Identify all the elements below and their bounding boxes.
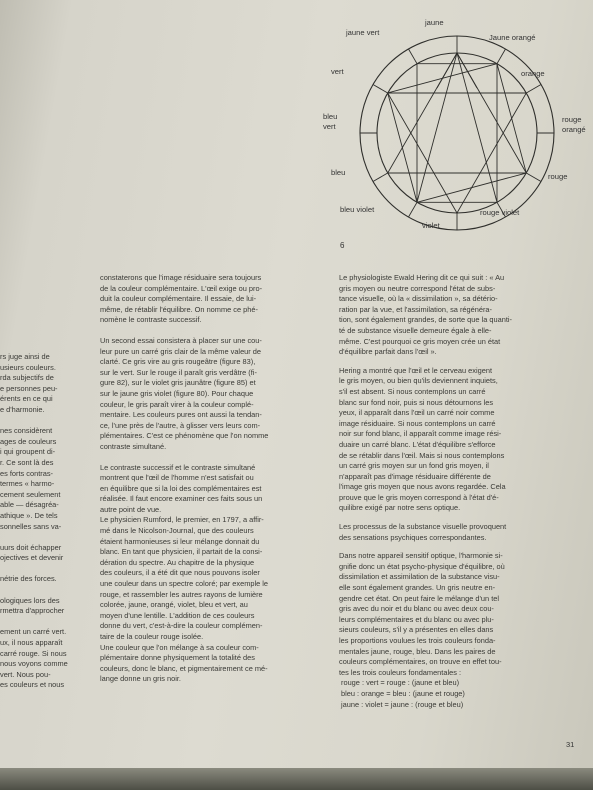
text-line: Une couleur que l'on mélange à sa couleur com- [100,642,259,652]
wheel-label-bleu-vert: bleu vert [323,112,338,131]
primary-triangle [388,53,527,173]
left-column-line: érents en ce qui [0,394,53,404]
left-column-line [0,532,88,543]
text-line: mentaire. Les couleurs pures ont aussi la tendan- [100,410,262,420]
text-line: prouve que le gris moyen correspond à l'état d'é- [339,492,499,502]
text-line: clarté. Ce gris vire au gris rougeâtre (figure 83), [100,357,256,367]
text-line: quilibre exigé par notre sens optique. [339,503,461,513]
left-column-text [0,352,88,691]
right-paragraph [339,366,579,514]
text-line: tes les trois couleurs fondamentales : [339,667,462,677]
figure-number: 6 [340,241,345,250]
left-column-line: nétrie des forces. [0,574,57,584]
left-column-line: usieurs couleurs. [0,362,56,372]
left-column-line: rs juge ainsi de [0,352,50,361]
text-line: Dans notre appareil sensitif optique, l'harmonie si- [339,551,503,561]
secondary-triangle [388,93,527,213]
left-column-line: es forts contras- [0,468,53,478]
middle-paragraph [100,463,332,685]
left-column-line: es couleurs et nous [0,680,65,690]
text-line: rouge, et rassembler les autres rayons de lumière [100,589,263,599]
left-column-line: ages de couleurs [0,436,57,446]
text-line: constaterons que l'image résiduaire sera toujours [100,273,262,282]
wheel-label-rouge: rouge [548,172,568,181]
left-column-line: cement seulement [0,489,61,499]
text-line: Le physicien Rumford, le premier, en 1797, a affir- [100,515,264,525]
text-line: dissimilation et assimilation de la substance visu- [339,572,500,582]
text-line: de se rétablir dans l'œil. Mais si nous contemplons [339,450,505,460]
page-number: 31 [566,740,575,749]
table-surface [0,768,593,790]
left-column-line: termes « harmo- [0,479,55,489]
text-line: moyen d'une lentille. L'addition de ces couleurs [100,610,255,620]
text-line: plémentaires. C'est ce phénomène que l'on nomme [100,431,269,441]
complementary-colors-list [339,678,579,710]
right-paragraph [339,273,579,358]
left-column-line: ojectives et devenir [0,553,64,563]
left-column-line: ement un carré vert. [0,627,67,637]
text-line: s'il est absent. Si nous contemplons un carré [339,386,486,396]
left-column-line: uurs doit échapper [0,542,62,552]
wheel-label-orange: orange [521,69,545,78]
left-column-line [0,585,88,596]
inscribed-square [388,64,527,203]
text-line: autre point de vue. [100,504,162,514]
text-line: donne du vert, c'est-à-dire la couleur complémen- [100,621,263,631]
text-line: dération du spectre. Au chapitre de la physique [100,557,255,567]
middle-paragraph [100,336,332,453]
text-line: contraste simultané. [100,441,167,451]
left-column-line: ologiques lors des [0,595,60,605]
complementary-pair: rouge : vert = rouge : (jaune et bleu) [341,678,460,688]
text-line: gure 82), sur le violet gris jaunâtre (figure 85) et [100,378,256,388]
text-line: nomène le contraste successif. [100,315,202,325]
text-line: Le physiologiste Ewald Hering dit ce qui suit : « Au [339,273,505,282]
text-line: sieurs couleurs, s'il y a présentes en elles dans [339,625,494,635]
text-line: de la couleur complémentaire. L'œil exige ou pro- [100,283,263,293]
text-line: tance visuelle, où la « dissimilation », sa détério- [339,294,498,304]
text-line: colorée, jaune, orangé, violet, bleu et vert, au [100,600,248,610]
left-column-line [0,617,88,628]
text-line: l'image gris moyen que nous avons regardée. Cela [339,482,506,492]
wheel-label-bleu-violet: bleu violet [340,205,375,214]
left-column-line: nes considèrent [0,426,53,436]
text-line: réalisée. Il faut encore examiner ces faits sous un [100,494,263,504]
text-line: gnifie donc un état psycho-physique d'équilibre, où [339,561,505,571]
left-column-line [0,564,88,575]
text-line: Hering a montré que l'œil et le cerveau exigent [339,365,492,375]
middle-column-text [100,273,332,685]
left-column-line: sonnelles sans va- [0,521,62,531]
text-line: une couleur dans un spectre coloré; par exemple le [100,579,269,589]
wheel-label-jaune-vert: jaune vert [346,28,380,37]
text-line: d'équilibre parfait dans l'œil ». [339,347,437,357]
wheel-label-violet: violet [422,221,440,230]
wheel-label-bleu: bleu [331,168,346,177]
text-line: gris avec du noir et du blanc ou avec deux cou- [339,604,494,614]
color-wheel-diagram [352,28,562,238]
wheel-label-jaune: jaune [425,18,444,27]
text-line: ration par la vue, et l'assimilation, sa régénéra- [339,304,492,314]
text-line: Un second essai consistera à placer sur une cou- [100,335,262,345]
text-line: blanc. En tant que physicien, il partait de la consi- [100,547,263,557]
text-line: couleurs complémentaires, on trouve en effet tou- [339,657,502,667]
left-column-line: able — désagréa- [0,500,59,510]
text-line: couleur, le gris paraît virer à la couleur complé- [100,399,254,409]
left-column-line: nous voyons comme [0,659,68,669]
text-line: couleurs, donc le blanc, et pigmentairement ce mé- [100,663,268,673]
left-column-line: e d'harmonie. [0,404,45,414]
text-line: leur pure un carré gris clair de la même valeur de [100,346,262,356]
text-line: duit la couleur complémentaire. Il essaie, de lui- [100,294,257,304]
text-line: yeux, il apparaît dans l'œil un carré noir comme [339,408,495,418]
left-column-line: vert. Nous pou- [0,669,51,679]
text-line: plémentaire donne physiquement la totalité des [100,653,255,663]
text-line: Le contraste successif et le contraste simultané [100,462,256,472]
text-line: lange donne un gris noir. [100,674,181,684]
text-line: sur le jaune gris violet (figure 80). Pour chaque [100,388,254,398]
text-line: tion, sont également grandes, de sorte que la quanti- [339,315,512,325]
text-line: même, de rétablir l'équilibre. On nomme ce phé- [100,304,258,314]
text-line: étaient harmonieuses si leur mélange donnait du [100,536,260,546]
text-line: té de substance visuelle demeure égale à elle- [339,325,492,335]
text-line: taire de la couleur rouge isolée. [100,632,204,641]
text-line: Les processus de la substance visuelle provoquent [339,522,507,532]
left-column-line [0,416,88,427]
text-line: le gris moyen, ou bien qu'ils deviennent inquiets, [339,376,498,386]
left-column-line: rmettra d'approcher [0,606,65,616]
text-line: des sensations psychiques correspondantes. [339,532,487,542]
text-line: montrent que l'œil de l'homme n'est satisfait ou [100,473,254,483]
text-line: gendre cet état. On peut faire le mélange d'un tel [339,593,500,603]
middle-paragraph [100,273,332,326]
text-line: elle sont également grandes. Un gris neutre en- [339,583,496,593]
complementary-pair: bleu : orange = bleu : (jaune et rouge) [341,688,465,698]
right-paragraph [339,551,579,678]
text-line: leurs complémentaires et du blanc ou avec plu- [339,614,494,624]
text-line: ce, l'une près de l'autre, à glisser vers leurs com- [100,420,261,430]
left-column-line: ux, il nous apparaît [0,638,63,648]
left-column-line: athique ». De tels [0,510,58,520]
left-column-line: carré rouge. Si nous [0,648,67,658]
left-column-line: rda subjectifs de [0,373,54,383]
right-column-paragraphs [339,273,579,678]
left-column-line: e personnes peu- [0,383,58,393]
text-line: noir sur fond blanc, il apparaît comme image rési- [339,429,502,439]
left-column-line: r. Ce sont là des [0,457,54,467]
complementary-pair: jaune : violet = jaune : (rouge et bleu) [341,699,464,709]
text-line: mé dans le Nicolson-Journal, que des couleurs [100,526,254,536]
text-line: sur le vert. Sur le rouge il paraît gris verdâtre (fi- [100,367,257,377]
inscribed-rectangle [417,64,497,203]
text-line: même. C'est pourquoi ce gris moyen crée un état [339,336,501,346]
right-column-text [339,273,579,710]
text-line: des couleurs, il a été dit que nous pouvons isoler [100,568,260,578]
wheel-label-vert: vert [331,67,344,76]
wheel-label-rouge-violet: rouge violet [480,208,520,217]
text-line: n'apparaît pas d'image résiduaire différente de [339,471,491,481]
text-line: blanc sur fond noir, puis si nous détournons les [339,397,494,407]
text-line: un carré gris moyen sur un fond gris moyen, il [339,461,489,471]
wheel-label-rouge-orange: rouge orangé [562,115,586,134]
text-line: en équilibre que si la loi des complémentaires est [100,483,262,493]
text-line: duaire un carré blanc. L'état d'équilibre s'efforce [339,439,496,449]
right-paragraph [339,522,579,543]
left-column-line: i qui groupent di- [0,447,56,457]
text-line: mentales jaune, rouge, bleu. Dans les paires de [339,646,496,656]
text-line: les proportions voulues les trois couleurs fonda- [339,636,496,645]
text-line: gris moyen ou neutre correspond l'état de subs- [339,283,496,293]
text-line: image résiduaire. Si nous contemplons un carré [339,418,496,428]
wheel-label-jaune-orange: Jaune orangé [489,33,536,42]
